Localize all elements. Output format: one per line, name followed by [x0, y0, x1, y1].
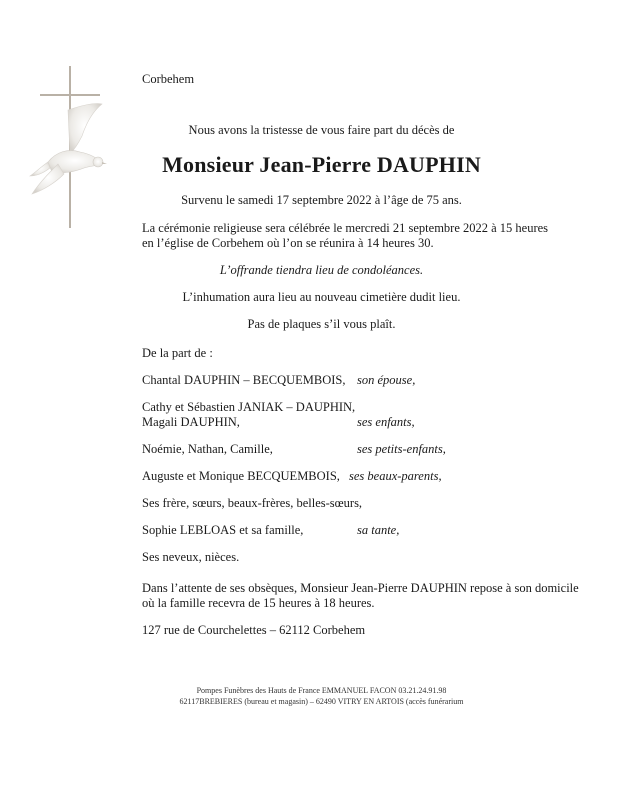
ceremony-line-2: en l’église de Corbehem où l’on se réunira à 14 heures 30. [142, 236, 434, 250]
family-relation: ses petits-enfants, [357, 442, 446, 456]
place-heading: Corbehem [142, 72, 195, 86]
family-name: Ses frère, sœurs, beaux-frères, belles-sœurs, [142, 496, 363, 510]
family-name-secondary: Magali DAUPHIN, [142, 415, 240, 429]
family-name: Chantal DAUPHIN – BECQUEMBOIS, [142, 373, 346, 387]
family-relation: ses enfants, [357, 415, 415, 429]
family-name: Cathy et Sébastien JANIAK – DAUPHIN, [142, 400, 356, 414]
family-name: Auguste et Monique BECQUEMBOIS, [142, 469, 340, 483]
repose-line-1: Dans l’attente de ses obsèques, Monsieur Jean-Pierre DAUPHIN repose à son domicile [142, 581, 579, 595]
family-name: Ses neveux, nièces. [142, 550, 240, 564]
deceased-name: Monsieur Jean-Pierre DAUPHIN [162, 152, 481, 177]
survenu-text: Survenu le samedi 17 septembre 2022 à l’âge de 75 ans. [181, 193, 462, 207]
address-text: 127 rue de Courchelettes – 62112 Corbehem [142, 623, 366, 637]
offrande-text: L’offrande tiendra lieu de condoléances. [219, 263, 424, 277]
family-relation: sa tante, [357, 523, 400, 537]
de-la-part-label: De la part de : [142, 346, 213, 360]
cross-horizontal-bar [40, 94, 100, 96]
family-relation: son épouse, [357, 373, 416, 387]
intro-text: Nous avons la tristesse de vous faire part du décès de [188, 123, 455, 137]
dove-icon [28, 102, 108, 198]
footer-line-2: 62117BREBIERES (bureau et magasin) – 62490 VITRY EN ARTOIS (accès funérarium [179, 697, 464, 706]
inhumation-text: L’inhumation aura lieu au nouveau cimetière dudit lieu. [182, 290, 461, 304]
repose-line-2: où la famille recevra de 15 heures à 18 heures. [142, 596, 375, 610]
family-name: Sophie LEBLOAS et sa famille, [142, 523, 304, 537]
plaques-text: Pas de plaques s’il vous plaît. [247, 317, 396, 331]
family-relation: ses beaux-parents, [349, 469, 442, 483]
family-name: Noémie, Nathan, Camille, [142, 442, 273, 456]
ceremony-line-1: La cérémonie religieuse sera célébrée le mercredi 21 septembre 2022 à 15 heures [142, 221, 549, 235]
footer-line-1: Pompes Funèbres des Hauts de France EMMANUEL FACON 03.21.24.91.98 [196, 686, 447, 695]
